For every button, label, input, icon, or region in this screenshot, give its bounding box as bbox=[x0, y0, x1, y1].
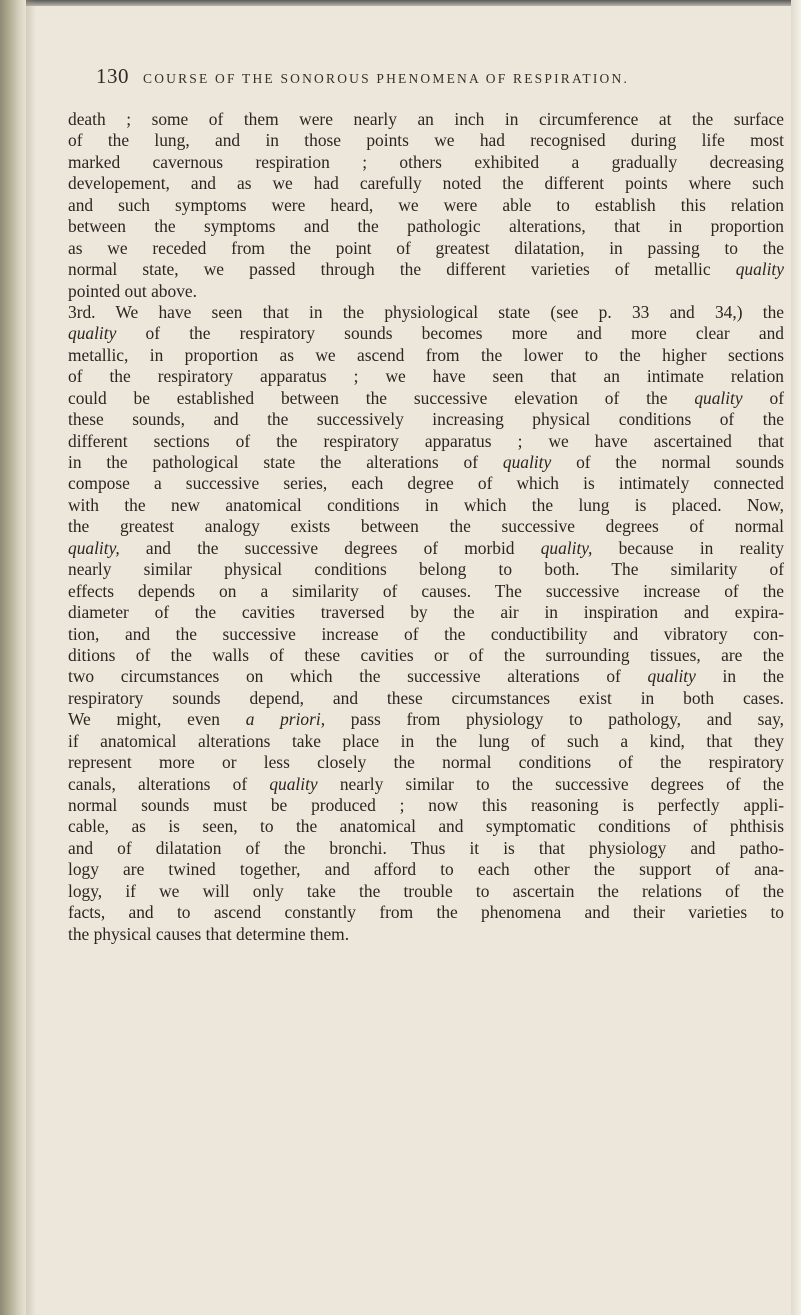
line-text: two circumstances on which the successive alterations of bbox=[68, 666, 648, 687]
text-line bbox=[68, 581, 784, 602]
text-line bbox=[68, 152, 784, 173]
text-line bbox=[68, 731, 784, 752]
line-text: effects depends on a similarity of causes. The successive increase of the bbox=[68, 580, 784, 601]
text-line bbox=[68, 559, 784, 580]
body-text bbox=[68, 109, 784, 945]
line-text: normal sounds must be produced ; now this reasoning is perfectly appli- bbox=[68, 795, 784, 815]
line-text: 3rd. We have seen that in the physiological state (see p. 33 and 34,) the bbox=[68, 301, 784, 322]
line-text: marked cavernous respiration ; others exhibited a gradually decreasing bbox=[68, 151, 784, 172]
italic-word: quality, bbox=[540, 537, 593, 558]
text-line bbox=[68, 452, 784, 473]
line-text: canals, alterations of bbox=[68, 773, 270, 794]
italic-word: quality bbox=[68, 323, 117, 344]
text-line bbox=[68, 345, 784, 366]
text-line bbox=[68, 774, 784, 795]
italic-word: quality bbox=[694, 387, 743, 408]
text-line bbox=[68, 795, 784, 816]
italic-word: quality bbox=[269, 773, 318, 794]
italic-word: quality, bbox=[68, 537, 120, 558]
line-text: metallic, in proportion as we ascend from the lower to the higher sections bbox=[68, 344, 784, 365]
line-text: the greatest analogy exists between the successive degrees of normal bbox=[68, 516, 784, 537]
line-text: facts, and to ascend constantly from the phenomena and their varieties to bbox=[68, 902, 784, 923]
text-line bbox=[68, 624, 784, 645]
line-text-tail: in the bbox=[695, 666, 784, 687]
line-text: the physical causes that determine them. bbox=[68, 923, 350, 944]
text-line bbox=[68, 881, 784, 902]
text-line bbox=[68, 302, 784, 323]
running-header bbox=[96, 64, 776, 92]
line-text-tail: because in reality bbox=[592, 537, 784, 558]
line-text: in the pathological state the alterations of bbox=[68, 452, 503, 472]
text-line bbox=[68, 516, 784, 537]
text-line bbox=[68, 495, 784, 516]
text-line bbox=[68, 431, 784, 452]
text-line bbox=[68, 238, 784, 259]
text-line bbox=[68, 924, 784, 945]
text-line bbox=[68, 195, 784, 216]
line-text: ditions of the walls of these cavities or of the surrounding tissues, are the bbox=[68, 644, 784, 665]
italic-word: quality bbox=[502, 452, 552, 472]
line-text-tail: pass from physiology to pathology, and say, bbox=[325, 709, 784, 730]
line-text: and of dilatation of the bronchi. Thus it is that physiology and patho- bbox=[68, 837, 784, 858]
italic-word: a priori, bbox=[245, 709, 326, 730]
line-text-tail: of bbox=[742, 387, 784, 408]
line-text: logy, if we will only take the trouble to ascertain the relations of the bbox=[68, 880, 784, 901]
binding-gutter bbox=[0, 0, 26, 1315]
line-text: of the lung, and in those points we had recognised during life most bbox=[68, 130, 784, 151]
text-line bbox=[68, 130, 784, 151]
line-text: logy are twined together, and afford to each other the support of ana- bbox=[68, 859, 784, 880]
text-line bbox=[68, 259, 784, 280]
running-title: COURSE OF THE SONOROUS PHENOMENA OF RESPIRATION. bbox=[143, 71, 630, 86]
text-line bbox=[68, 666, 784, 687]
italic-word: quality bbox=[735, 259, 784, 280]
line-text: normal state, we passed through the different varieties of metallic bbox=[68, 259, 736, 280]
text-line bbox=[68, 709, 784, 730]
text-line bbox=[68, 173, 784, 194]
text-line bbox=[68, 752, 784, 773]
line-text: different sections of the respiratory apparatus ; we have ascertained that bbox=[68, 430, 784, 451]
line-text: as we receded from the point of greatest dilatation, in passing to the bbox=[68, 237, 784, 258]
page-top-edge bbox=[0, 0, 801, 6]
line-text-tail: nearly similar to the successive degrees of the bbox=[317, 773, 784, 794]
line-text-tail: of the normal sounds bbox=[551, 452, 784, 472]
gutter-shadow bbox=[26, 0, 36, 1315]
line-text: compose a successive series, each degree of which is intimately connected bbox=[68, 473, 784, 494]
line-text: between the symptoms and the pathologic alterations, that in proportion bbox=[68, 216, 784, 237]
line-text: these sounds, and the successively increasing physical conditions of the bbox=[68, 409, 784, 430]
text-line bbox=[68, 366, 784, 387]
line-text: pointed out above. bbox=[68, 280, 197, 301]
text-line bbox=[68, 902, 784, 923]
text-line bbox=[68, 645, 784, 666]
line-text: represent more or less closely the normal conditions of the respiratory bbox=[68, 752, 784, 773]
text-line bbox=[68, 409, 784, 430]
text-line bbox=[68, 216, 784, 237]
line-text: nearly similar physical conditions belong to both. The similarity of bbox=[68, 559, 784, 580]
text-line bbox=[68, 816, 784, 837]
text-line bbox=[68, 538, 784, 559]
line-text: could be established between the successive elevation of the bbox=[68, 387, 695, 408]
line-text: of the respiratory sounds becomes more and more clear and bbox=[116, 323, 784, 344]
line-text: if anatomical alterations take place in the lung of such a kind, that they bbox=[68, 730, 784, 751]
text-line bbox=[68, 281, 784, 302]
line-text: and the successive degrees of morbid bbox=[119, 537, 541, 558]
text-line bbox=[68, 109, 784, 130]
text-line bbox=[68, 323, 784, 344]
line-text: with the new anatomical conditions in which the lung is placed. Now, bbox=[68, 494, 784, 515]
line-text: tion, and the successive increase of the conductibility and vibratory con- bbox=[68, 623, 784, 644]
page-number: 130 bbox=[96, 64, 129, 88]
text-line bbox=[68, 388, 784, 409]
text-line bbox=[68, 473, 784, 494]
line-text: death ; some of them were nearly an inch in circumference at the surface bbox=[68, 109, 784, 129]
text-line bbox=[68, 838, 784, 859]
line-text: cable, as is seen, to the anatomical and symptomatic conditions of phthisis bbox=[68, 816, 784, 837]
line-text: respiratory sounds depend, and these circumstances exist in both cases. bbox=[68, 687, 784, 708]
line-text: and such symptoms were heard, we were able to establish this relation bbox=[68, 194, 784, 215]
text-line bbox=[68, 859, 784, 880]
line-text: developement, and as we had carefully noted the different points where such bbox=[68, 173, 784, 194]
page-right-edge bbox=[791, 0, 801, 1315]
line-text: of the respiratory apparatus ; we have seen that an intimate relation bbox=[68, 366, 784, 387]
text-line bbox=[68, 602, 784, 623]
italic-word: quality bbox=[647, 666, 696, 687]
text-line bbox=[68, 688, 784, 709]
line-text: We might, even bbox=[68, 709, 246, 730]
line-text: diameter of the cavities traversed by the air in inspiration and expira- bbox=[68, 602, 784, 623]
